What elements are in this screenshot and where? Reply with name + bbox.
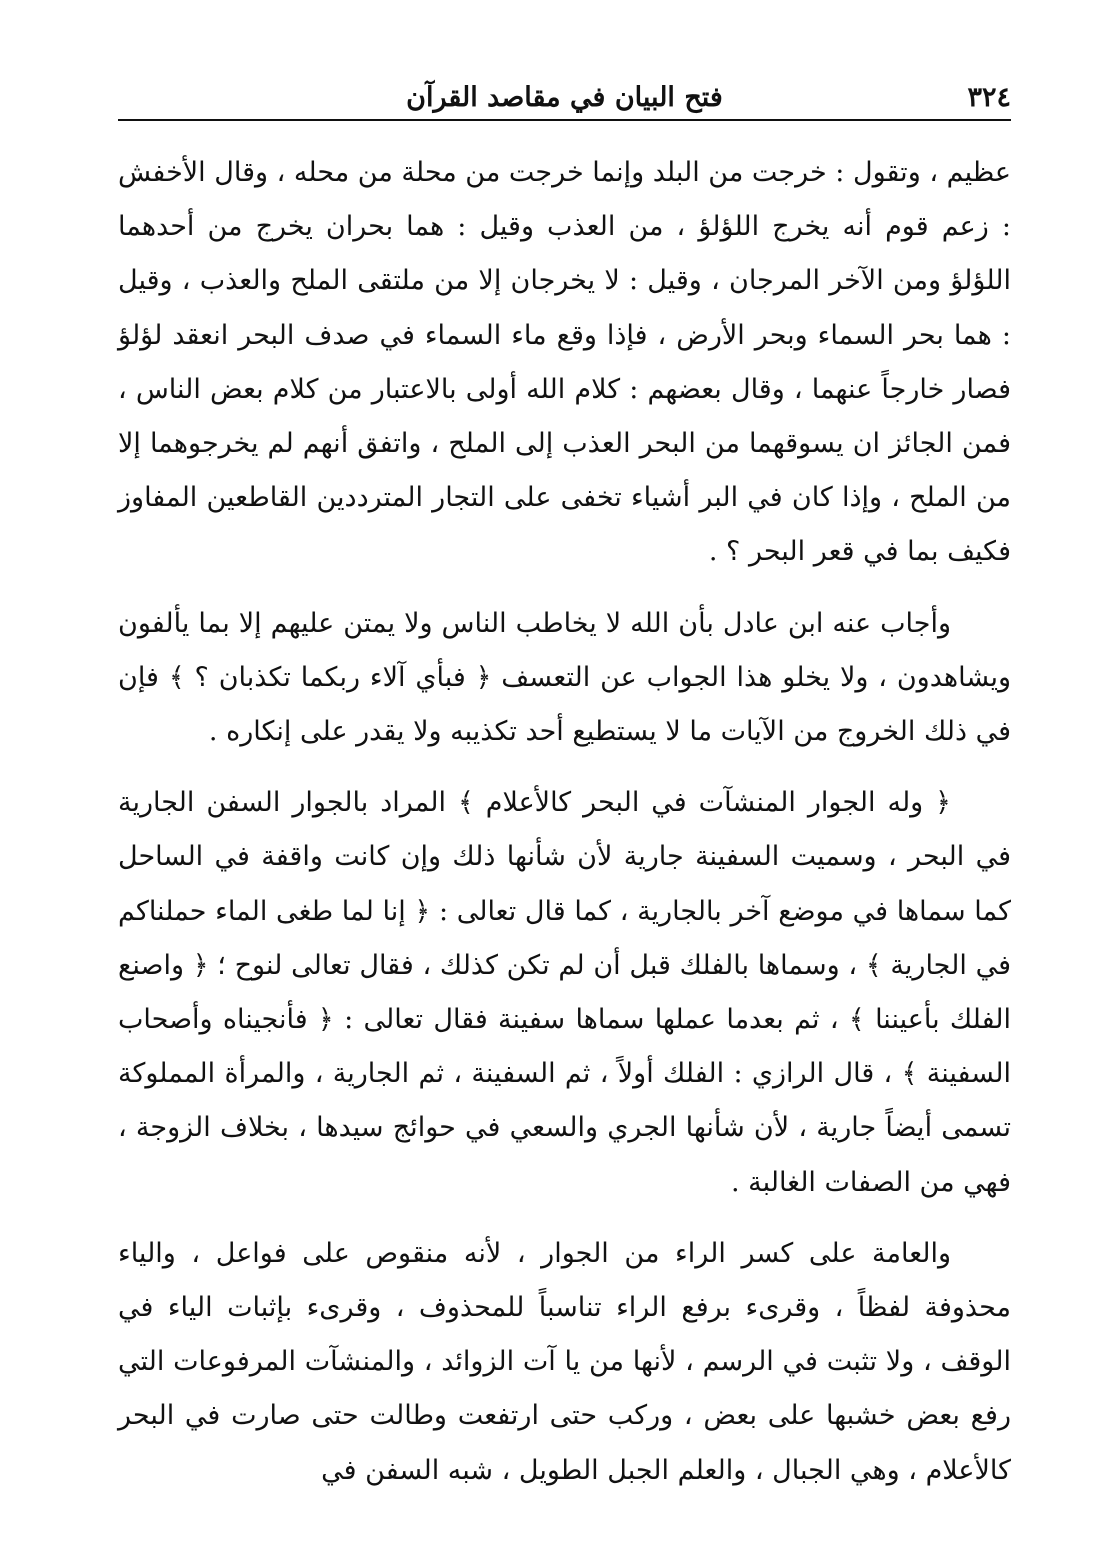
page-header — [118, 78, 1011, 118]
page-number: ٣٢٤ — [967, 82, 1011, 113]
paragraph-1: عظيم ، وتقول : خرجت من البلد وإنما خرجت من محلة من محله ، وقال الأخفش : زعم قوم أنه يخرج اللؤلؤ ، من العذب وقيل : هما بحران يخرج من أحدهما اللؤلؤ ومن الآخر المرجان ، وقيل : لا يخرجان إلا من ملتقى الملح والعذب ، وقيل : هما بحر السماء وبحر الأرض ، فإذا وقع ماء السماء في صدف البحر انعقد لؤلؤ فصار خارجاً عنهما ، وقال بعضهم : كلام الله أولى بالاعتبار من كلام بعض الناس ، فمن الجائز ان يسوقهما من البحر العذب إلى الملح ، واتفق أنهم لم يخرجوهما إلا من الملح ، وإذا كان في البر أشياء تخفى على التجار المترددين القاطعين المفاوز فكيف بما في قعر البحر ؟ . — [118, 157, 1011, 568]
running-title: فتح البيان في مقاصد القرآن — [406, 82, 723, 113]
body-text — [118, 146, 1011, 1498]
paragraph-2: وأجاب عنه ابن عادل بأن الله لا يخاطب الناس ولا يمتن عليهم إلا بما يألفون ويشاهدون ، ولا يخلو هذا الجواب عن التعسف ﴿ فبأي آلاء ربكما تكذبان ؟ ﴾ فإن في ذلك الخروج من الآيات ما لا يستطيع أحد تكذيبه ولا يقدر على إنكاره . — [118, 607, 1011, 748]
paragraph-3: ﴿ وله الجوار المنشآت في البحر كالأعلام ﴾ المراد بالجوار السفن الجارية في البحر ، وسميت السفينة جارية لأن شأنها ذلك وإن كانت واقفة في الساحل كما سماها في موضع آخر بالجارية ، كما قال تعالى : ﴿ إنا لما طغى الماء حملناكم في الجارية ﴾ ، وسماها بالفلك قبل أن لم تكن كذلك ، فقال تعالى لنوح ؛ ﴿ واصنع الفلك بأعيننا ﴾ ، ثم بعدما عملها سماها سفينة فقال تعالى : ﴿ فأنجيناه وأصحاب السفينة ﴾ ، قال الرازي : الفلك أولاً ، ثم السفينة ، ثم الجارية ، والمرأة المملوكة تسمى أيضاً جارية ، لأن شأنها الجري والسعي في حوائج سيدها ، بخلاف الزوجة ، فهي من الصفات الغالبة . — [118, 787, 1011, 1198]
header-rule — [118, 119, 1011, 121]
paragraph-4: والعامة على كسر الراء من الجوار ، لأنه منقوص على فواعل ، والياء محذوفة لفظاً ، وقرىء برفع الراء تناسباً للمحذوف ، وقرىء بإثبات الياء في الوقف ، ولا تثبت في الرسم ، لأنها من يا آت الزوائد ، والمنشآت المرفوعات التي رفع بعض خشبها على بعض ، وركب حتى ارتفعت وطالت حتى صارت في البحر كالأعلام ، وهي الجبال ، والعلم الجبل الطويل ، شبه السفن في — [118, 1237, 1011, 1486]
